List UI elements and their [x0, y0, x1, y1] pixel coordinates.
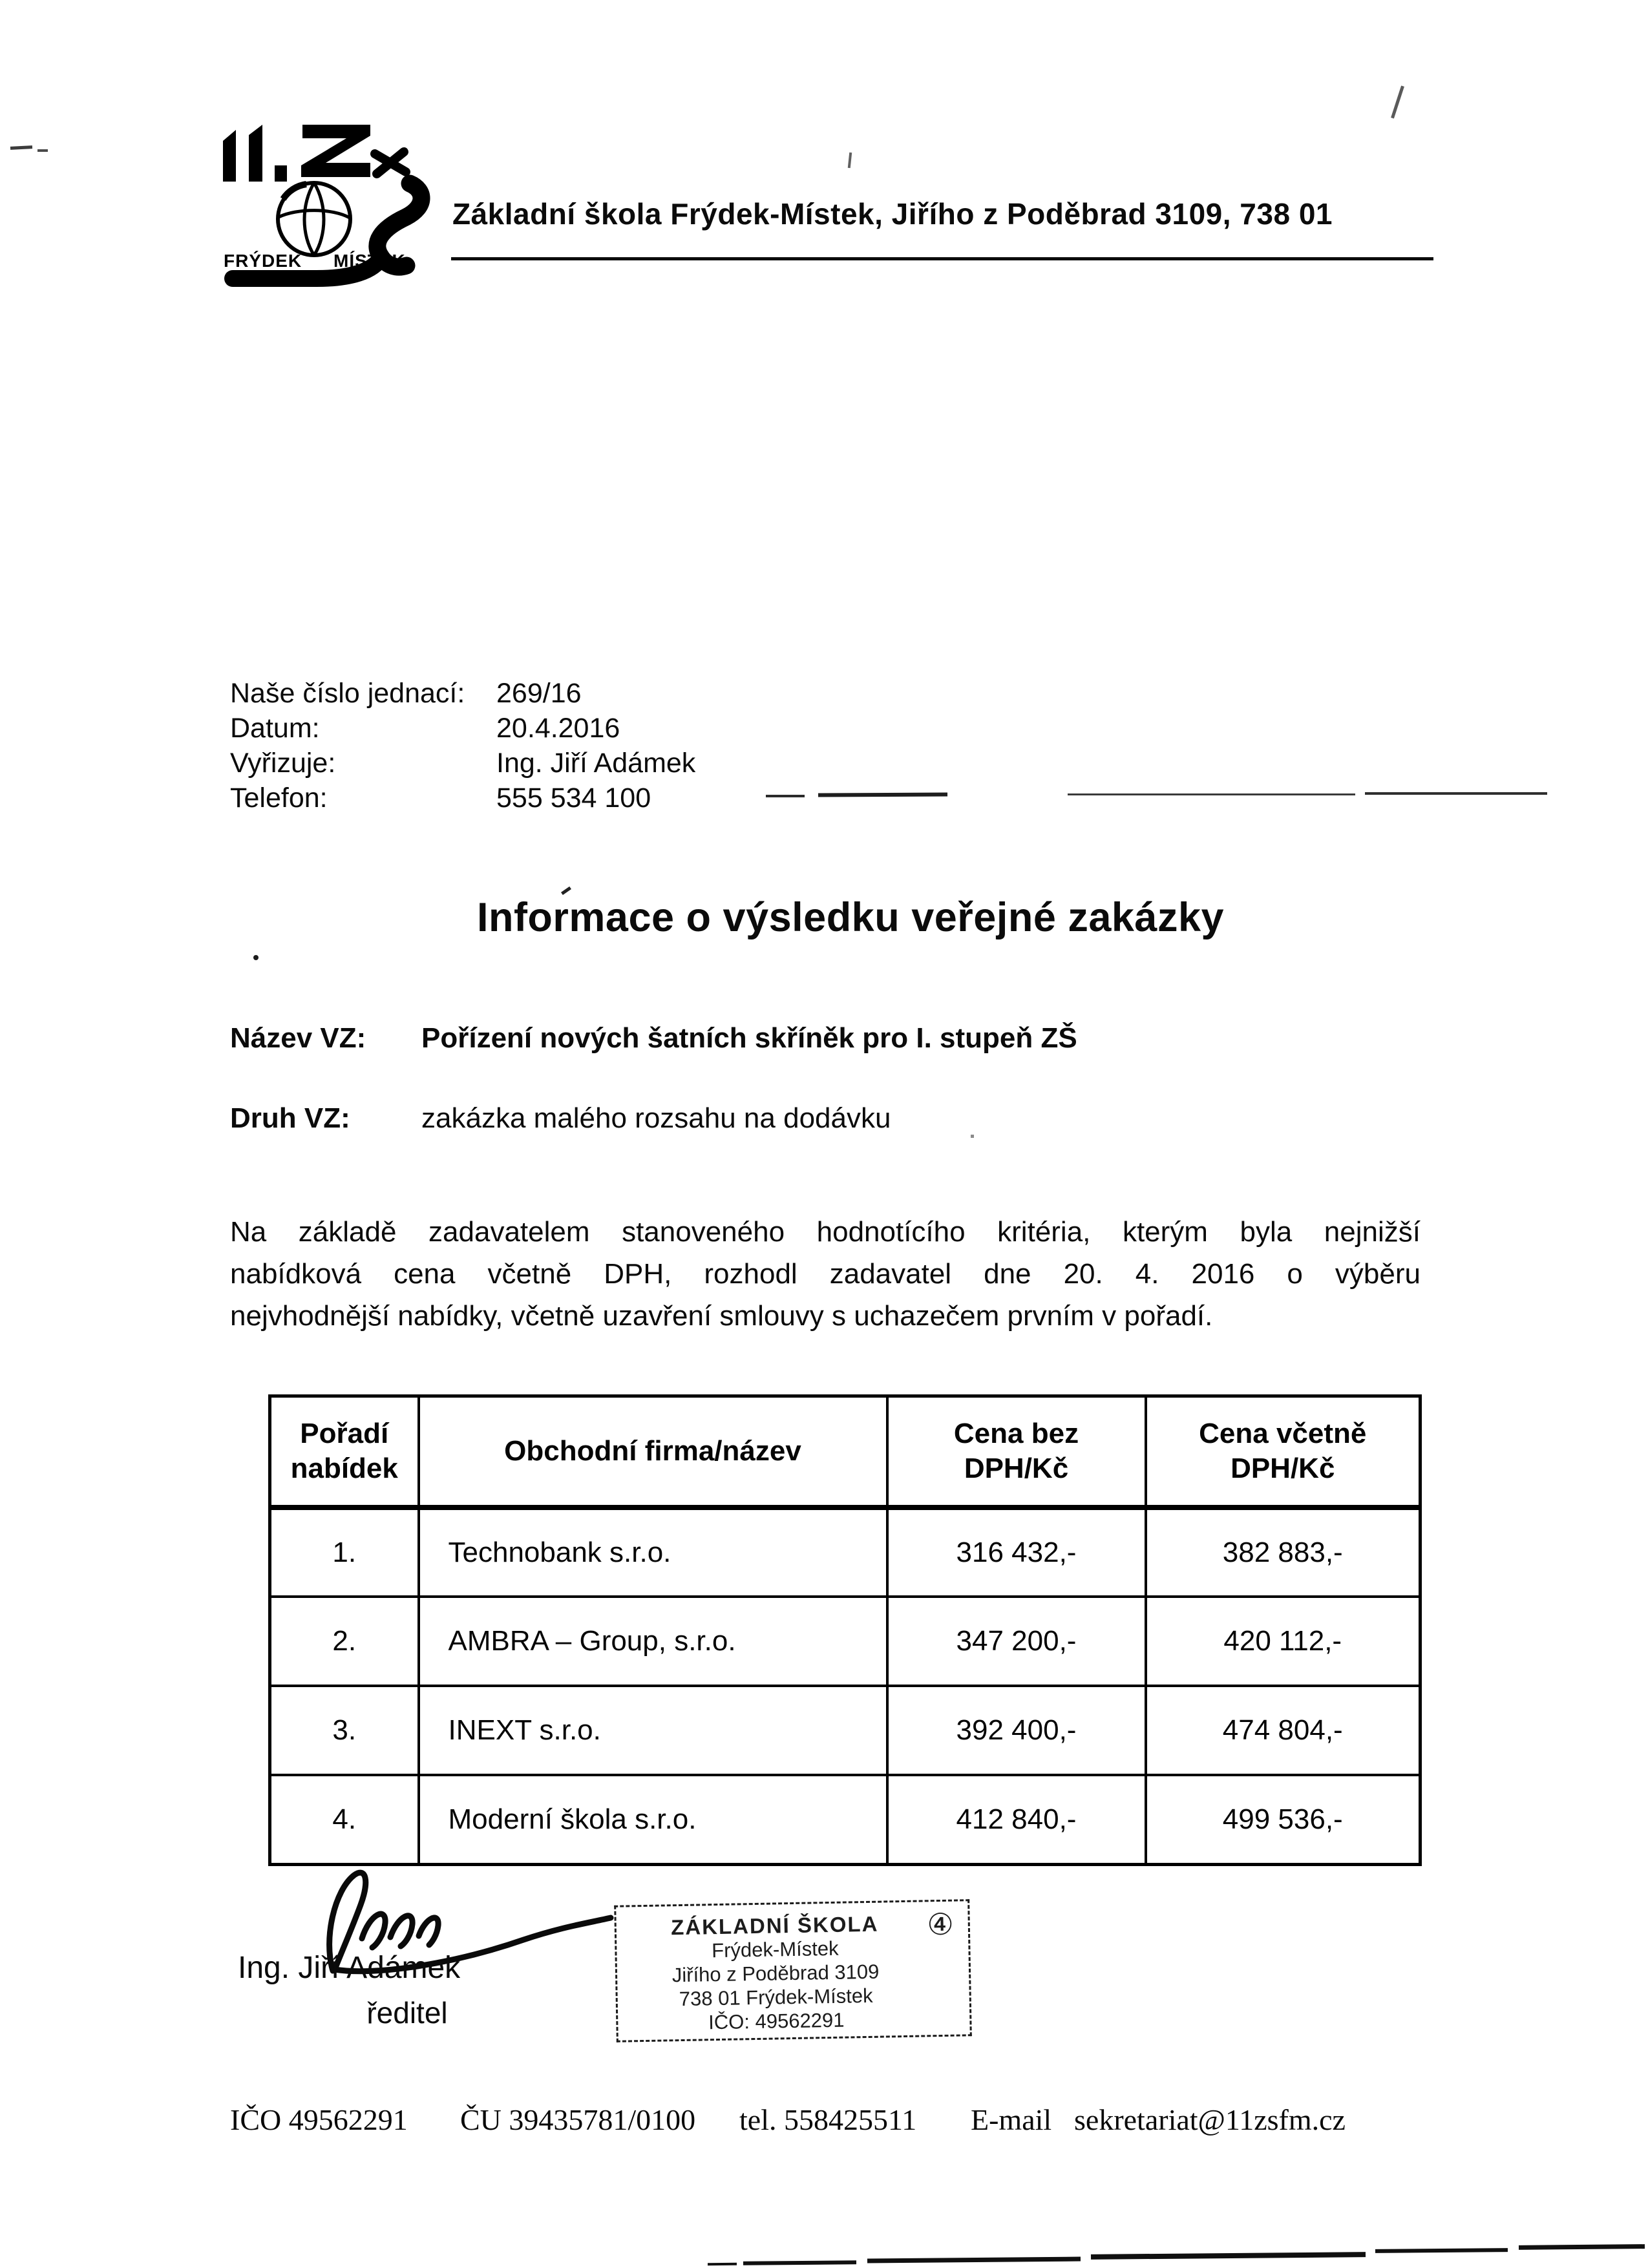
table-header-row — [270, 1396, 1421, 1508]
signatory-name: Ing. Jiří Adámek — [238, 1951, 461, 1985]
table-row — [270, 1775, 1421, 1864]
cell-price-no-vat: 412 840,- — [887, 1775, 1146, 1864]
header-line: DPH/Kč — [1231, 1453, 1335, 1484]
footer-email: sekretariat@11zsfm.cz — [1074, 2103, 1346, 2136]
cell-order: 3. — [270, 1686, 419, 1775]
cell-company: Moderní škola s.r.o. — [419, 1775, 887, 1864]
logo-letter-z — [301, 125, 370, 177]
signatory-role: ředitel — [366, 1996, 448, 2030]
scan-artifact — [1519, 2244, 1645, 2250]
col-header-price-no-vat — [887, 1396, 1146, 1508]
table-row — [270, 1507, 1421, 1597]
ref-row-datum — [230, 711, 1006, 746]
scan-artifact — [708, 2263, 737, 2265]
header-line: Cena včetně — [1199, 1418, 1367, 1449]
cell-order: 2. — [270, 1597, 419, 1686]
footer-phone: tel. 558425511 — [739, 2103, 917, 2136]
header-line: DPH/Kč — [964, 1453, 1069, 1484]
logo-city-mistek: MÍSTEK — [333, 251, 406, 271]
cell-company: Technobank s.r.o. — [419, 1507, 887, 1597]
header-school-name: Základní škola Frýdek-Místek, Jiřího z Poděbrad 3109, 738 01 — [452, 197, 1333, 231]
ref-row-cislo — [230, 676, 1006, 711]
scan-artifact — [1068, 793, 1355, 795]
body-paragraph — [230, 1211, 1421, 1337]
scan-artifact — [1365, 792, 1547, 795]
ref-value: 269/16 — [496, 678, 582, 709]
table-row — [270, 1597, 1421, 1686]
scan-artifact — [766, 795, 805, 797]
vz-type-label: Druh VZ: — [230, 1102, 350, 1134]
col-header-order — [270, 1396, 419, 1508]
footer-account: ČU 39435781/0100 — [460, 2103, 696, 2136]
header-line: nabídek — [290, 1453, 398, 1484]
vz-name-label: Název VZ: — [230, 1022, 366, 1054]
cell-company: AMBRA – Group, s.r.o. — [419, 1597, 887, 1686]
volleyball-icon — [278, 183, 350, 255]
ref-label: Naše číslo jednací: — [230, 678, 465, 709]
cell-price-vat: 382 883,- — [1146, 1507, 1421, 1597]
col-header-company — [419, 1396, 887, 1508]
vz-type-row — [230, 1102, 1458, 1135]
ref-value: 555 534 100 — [496, 782, 651, 814]
logo-one-bar — [249, 125, 262, 182]
cell-price-no-vat: 347 200,- — [887, 1597, 1146, 1686]
scan-artifact — [848, 152, 852, 168]
paragraph-line: Na základě zadavatelem stanoveného hodnotícího kritéria, kterým byla nejnižší — [230, 1216, 1421, 1248]
ref-value: 20.4.2016 — [496, 713, 620, 744]
scan-artifact — [743, 2260, 856, 2265]
scan-artifact — [971, 1135, 974, 1138]
ref-row-telefon — [230, 781, 1006, 815]
vz-name-row — [230, 1022, 1458, 1055]
results-table — [268, 1394, 1422, 1866]
cell-order: 4. — [270, 1775, 419, 1864]
school-stamp — [614, 1899, 972, 2042]
paragraph-line: nejvhodnější nabídky, včetně uzavření smlouvy s uchazečem prvním v pořadí. — [230, 1300, 1213, 1332]
header-rule — [451, 257, 1433, 260]
page-title: Informace o výsledku veřejné zakázky — [476, 895, 1225, 940]
scan-artifact — [818, 792, 947, 797]
col-header-price-vat — [1146, 1396, 1421, 1508]
scan-artifact — [1391, 85, 1404, 118]
school-logo — [218, 120, 436, 293]
cell-order: 1. — [270, 1507, 419, 1597]
vz-type-value: zakázka malého rozsahu na dodávku — [421, 1102, 891, 1134]
logo-one-bar — [223, 130, 236, 182]
stamp-badge: ④ — [927, 1907, 955, 1942]
cell-price-vat: 499 536,- — [1146, 1775, 1421, 1864]
scan-artifact — [1375, 2248, 1508, 2253]
header-line: Pořadí — [300, 1418, 389, 1449]
ref-label: Telefon: — [230, 782, 328, 814]
scan-artifact — [10, 145, 32, 150]
vz-name-value: Pořízení nových šatních skříněk pro I. stupeň ZŠ — [421, 1022, 1077, 1054]
cell-price-vat: 474 804,- — [1146, 1686, 1421, 1775]
stamp-street: Jiřího z Poděbrad 3109 — [671, 1960, 880, 1987]
cell-price-vat: 420 112,- — [1146, 1597, 1421, 1686]
ref-row-vyrizuje — [230, 746, 1006, 781]
header-line: Cena bez — [953, 1418, 1079, 1449]
scan-artifact — [867, 2257, 1081, 2263]
table-row — [270, 1686, 1421, 1775]
ref-value: Ing. Jiří Adámek — [496, 748, 696, 779]
cell-price-no-vat: 316 432,- — [887, 1507, 1146, 1597]
stamp-zip-city: 738 01 Frýdek-Místek — [679, 1984, 873, 2011]
stamp-city: Frýdek-Místek — [711, 1937, 839, 1962]
paragraph-line: nabídková cena včetně DPH, rozhodl zadavatel dne 20. 4. 2016 o výběru — [230, 1258, 1421, 1290]
scan-artifact — [37, 149, 48, 152]
header-line: Obchodní firma/název — [504, 1435, 801, 1467]
footer-email-label: E-mail — [971, 2103, 1052, 2136]
stamp-school-name: ZÁKLADNÍ ŠKOLA — [670, 1911, 879, 1940]
logo-period — [275, 165, 287, 182]
cell-company: INEXT s.r.o. — [419, 1686, 887, 1775]
ref-label: Datum: — [230, 713, 320, 744]
logo-city-frydek: FRÝDEK — [224, 251, 302, 271]
ref-label: Vyřizuje: — [230, 748, 336, 779]
scan-artifact — [253, 955, 259, 960]
footer-ico: IČO 49562291 — [230, 2103, 408, 2136]
cell-price-no-vat: 392 400,- — [887, 1686, 1146, 1775]
logo-hacek-icon — [375, 152, 406, 174]
scan-artifact — [1091, 2252, 1366, 2260]
stamp-ico: IČO: 49562291 — [708, 2008, 845, 2034]
